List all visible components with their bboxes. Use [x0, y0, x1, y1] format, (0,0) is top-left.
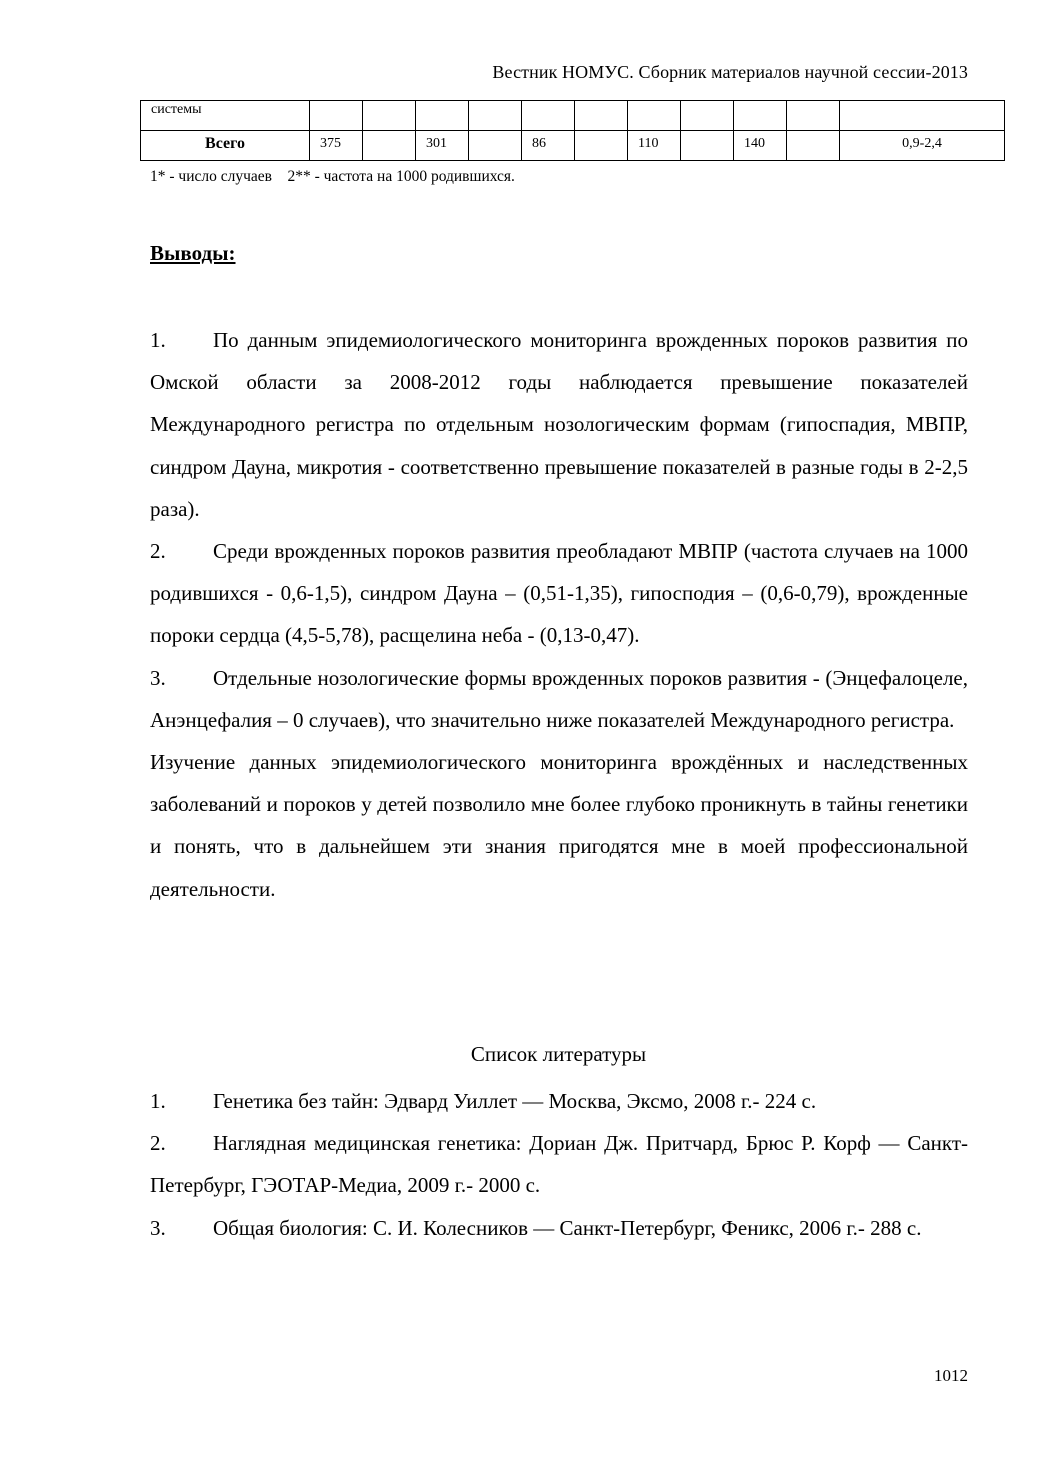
- table-cell: 301: [416, 131, 469, 161]
- conclusion-item: [150, 319, 968, 530]
- reference-item: [150, 1080, 968, 1122]
- table-cell: [681, 131, 734, 161]
- item-number: 2.: [150, 1131, 166, 1156]
- item-text: По данным эпидемиологического мониторинга врожденных пороков развития по Омской области за 2008-2012 годы наблюдается превышение показателей Международного регистра по отдельным нозологическим формам (гипоспадия, МВПР, синдром Дауна, микротия - соответственно превышение показателей в разные годы в 2-2,5 раза).: [150, 328, 968, 521]
- table-cell: [787, 131, 840, 161]
- table-cell: 110: [628, 131, 681, 161]
- running-header: Вестник НОМУС. Сборник материалов научной сессии-2013: [492, 62, 968, 82]
- item-number: 3.: [150, 665, 166, 690]
- table-cell-total-label: Всего: [141, 131, 310, 161]
- table-cell: 375: [310, 131, 363, 161]
- item-text: Отдельные нозологические формы врожденных пороков развития - (Энцефалоцеле, Анэнцефалия – 0 случаев), что значительно ниже показателей Международного регистра.: [150, 665, 968, 732]
- table-cell: системы: [141, 101, 310, 131]
- conclusion-closing: Изучение данных эпидемиологического мониторинга врождённых и наследственных заболеваний и пороков у детей позволило мне более глубоко проникнуть в тайны генетики и понять, что в дальнейшем эти знания пригодятся мне в моей профессиональной деятельности.: [150, 750, 968, 901]
- item-text: Генетика без тайн: Эдвард Уиллет — Москва, Эксмо, 2008 г.- 224 с.: [213, 1089, 817, 1113]
- table-cell: 140: [734, 131, 787, 161]
- conclusions-list: [150, 319, 968, 910]
- table-cell: [575, 131, 628, 161]
- item-number: 2.: [150, 539, 166, 564]
- table-cell: [363, 131, 416, 161]
- table-cell: 86: [522, 131, 575, 161]
- reference-item: [150, 1122, 968, 1206]
- item-number: 1.: [150, 328, 166, 352]
- data-table: [140, 100, 1005, 161]
- reference-item: [150, 1207, 968, 1249]
- references-heading: Список литературы: [470, 1042, 647, 1066]
- item-number: 3.: [150, 1215, 166, 1240]
- conclusions-heading: Выводы:: [150, 241, 236, 265]
- table-cell-range: 0,9-2,4: [840, 131, 1005, 161]
- references-list: [150, 1080, 968, 1249]
- table-footnote: 1* - число случаев 2** - частота на 1000 родившихся.: [150, 168, 515, 185]
- table-row-total: [141, 131, 1005, 161]
- conclusion-item: [150, 657, 968, 741]
- table-row: [141, 101, 1005, 131]
- table-cell: [469, 131, 522, 161]
- item-text: Общая биология: С. И. Колесников — Санкт-Петербург, Феникс, 2006 г.- 288 с.: [213, 1215, 922, 1240]
- item-text: Среди врожденных пороков развития преобладают МВПР (частота случаев на 1000 родившихся - 0,6-1,5), синдром Дауна – (0,51-1,35), гипосподия – (0,6-0,79), врожденные пороки сердца (4,5-5,78), расщелина неба - (0,13-0,47).: [150, 539, 968, 648]
- page-number: 1012: [934, 1366, 968, 1385]
- item-text: Наглядная медицинская генетика: Дориан Дж. Притчард, Брюс Р. Корф — Санкт-Петербург, ГЭОТАР-Медиа, 2009 г.- 2000 с.: [150, 1131, 968, 1198]
- item-number: 1.: [150, 1089, 166, 1113]
- conclusion-item: [150, 530, 968, 657]
